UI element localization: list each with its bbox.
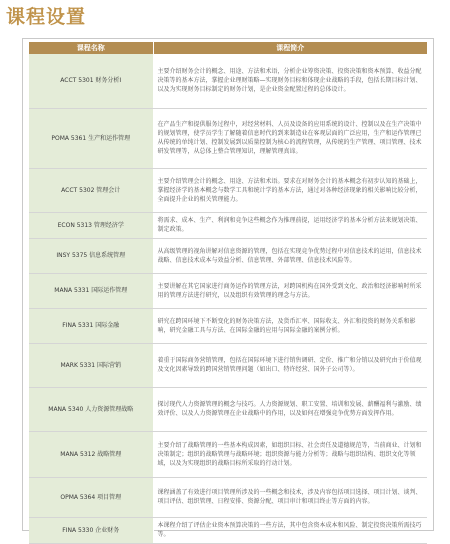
table-row	[29, 212, 427, 238]
course-name: MANA 5331 国际运作管理	[29, 273, 153, 308]
table-row	[29, 54, 427, 108]
course-name: POMA 5361 生产和运作管理	[29, 108, 153, 168]
course-description: 将需求、成本、生产、利润和竞争这些概念作为推理前提，运用经济学的基本分析方法来规划决策、制定政策。	[153, 212, 427, 238]
table-row	[29, 108, 427, 168]
course-name: FINA 5330 企业财务	[29, 517, 153, 543]
course-description: 主要介绍了战略管理的一些基本构成因素，如组织目标、社会责任及道德规范等，当前商业、计划和决策制定；组织的战略管理与战略环境；组织资源与能力分析等；战略与组织结构、组织文化等领域，以及为实现组织的战略目标所采取的行动计划。	[153, 431, 427, 477]
course-name: MANA 5340 人力资源管理战略	[29, 387, 153, 431]
table-row	[29, 387, 427, 431]
table-row	[29, 308, 427, 343]
table-row	[29, 477, 427, 517]
course-name: MARK 5331 国际营销	[29, 343, 153, 387]
page-title: 课程设置	[6, 6, 87, 28]
course-description: 研究在跨国环境下不断变化的财务决策方法，及货币汇率、国际收支、外汇和投资的财务关系和影响，研究金融工具与方法、在国际金融的应用与国际金融的案例分析。	[153, 308, 427, 343]
course-name: FINA 5331 国际金融	[29, 308, 153, 343]
course-description: 主要介绍财务会计的概念、用途、方法和术语，分析企业筹资决策、投资决策和资本预算、收益分配决策等的基本方法，掌握企业理财策略—实现财务目标和体现企业战略的手段，包括长期目标计划、以及为实现财务目标制定的财务计划，是企业资金配置过程的总体设计。	[153, 54, 427, 108]
table-row	[29, 343, 427, 387]
course-description: 从高级管理的视角讲解对信息资源的管理，包括在实现竞争优势过程中对信息技术的运用，信息技术战略、信息技术成本与效益分析、信息管理、外部管理、信息技术风险等。	[153, 238, 427, 273]
course-name: INSY 5375 信息系统管理	[29, 238, 153, 273]
course-description: 主要介绍管理会计的概念、用途、方法和术语。要求在对财务会计的基本概念有初步认知的基础上，掌握经济学的基本概念与数学工具和统计学的基本方法，通过对各种经济现象的相关影响比较分析，全面提升企业的相关管理能力。	[153, 168, 427, 212]
course-description: 主要讲解在其它国家进行商务运作的管理方法，对跨国机构在国外受到文化、政治和经济影响时所采用的管理方法进行研究，以及组织有效管理的理念与方法。	[153, 273, 427, 308]
column-header-course-description: 课程简介	[153, 42, 427, 54]
course-description: 本课程介绍了评估企业资本预算决策的一些方法，其中包含资本成本和风险、制定投资决策所需技巧等。	[153, 517, 427, 543]
table-row	[29, 273, 427, 308]
course-description: 在产品生产和提供服务过程中，对经营材料、人员及设备的应用系统的设计、控制以及在生产决策中的规划管理，使学员学生了解随着信息时代的到来制造业在客观层面的广泛应用，生产和运作管理已从传统的单纯计划、控制发展到以质量控制为核心的流程管理，从传统的生产管理、项目管理、技术研发管理等，从总体上整合管理知识，理解管理真谛。	[153, 108, 427, 168]
course-name: ECON 5313 管理经济学	[29, 212, 153, 238]
table-row	[29, 238, 427, 273]
table-row	[29, 517, 427, 543]
table-row	[29, 168, 427, 212]
table-header-row	[29, 42, 427, 54]
column-header-course-name: 课程名称	[29, 42, 153, 54]
course-description: 着重于国际商务营销管理，包括在国际环境下进行销售调研、定价、推广和分销以及研究由于价值观及文化因素导致的跨国营销管理问题（如出口、特许经营、国外子公司等）。	[153, 343, 427, 387]
course-name: OPMA 5364 项目管理	[29, 477, 153, 517]
course-table	[29, 42, 427, 544]
table-row	[29, 431, 427, 477]
course-name: ACCT 5301 财务分析I	[29, 54, 153, 108]
course-name: MANA 5312 战略管理	[29, 431, 153, 477]
course-name: ACCT 5302 管理会计	[29, 168, 153, 212]
course-description: 课程涵盖了有效进行项目管理所涉及的一些概念和技术，涉及内容包括项目选择、项目计划、谈判、项目评估、组织管理、日程安排、资源分配、项目审计和项目终止等方面的内容。	[153, 477, 427, 517]
course-table-frame	[22, 38, 434, 538]
course-description: 探讨现代人力资源管理的概念与技巧。人力资源规划、职工安置、培训和发展、薪酬福利与激励、绩效评价、以及人力资源管理在企业战略中的作用，以及如何在增强竞争优势方面发挥作用。	[153, 387, 427, 431]
